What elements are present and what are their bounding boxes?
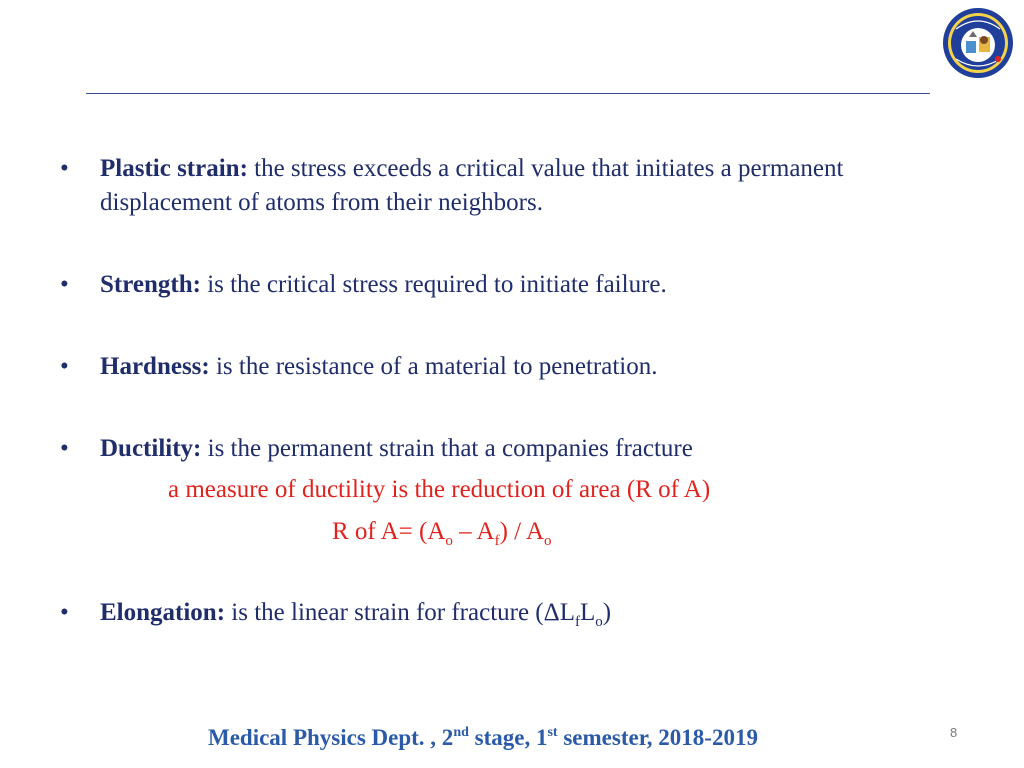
list-item-text	[100, 152, 960, 220]
list-item-text	[100, 350, 960, 384]
definition-text: is the critical stress required to initiate failure.	[200, 271, 667, 298]
formula-subscript: o	[544, 533, 552, 549]
bullet-icon: •	[60, 599, 69, 626]
bullet-icon: •	[60, 435, 69, 462]
list-item-text	[100, 432, 960, 466]
term-label: Strength:	[100, 271, 201, 298]
list-item-text	[100, 596, 960, 630]
subscript: o	[595, 614, 603, 630]
footer-superscript: nd	[453, 725, 469, 740]
page-number: 8	[950, 725, 958, 740]
definition-text: the stress exceeds a critical value that initiates a permanent displacement of atoms from their neighbors.	[100, 155, 844, 216]
reduction-of-area-formula	[332, 515, 552, 549]
university-logo	[942, 7, 1014, 79]
footer-text: Medical Physics Dept. , 2	[208, 725, 454, 750]
term-label: Ductility:	[100, 435, 202, 462]
ductility-note: a measure of ductility is the reduction of area (R of A)	[168, 476, 711, 503]
definition-text: is the permanent strain that a companies fracture	[201, 435, 693, 462]
bullet-icon: •	[60, 271, 69, 298]
slide-footer	[208, 725, 848, 751]
definition-text: is the resistance of a material to penetration.	[209, 353, 658, 380]
subscript: f	[574, 614, 580, 630]
term-label: Elongation:	[100, 599, 226, 626]
list-item-text	[100, 268, 960, 302]
bullet-icon: •	[60, 353, 69, 380]
formula-subscript: f	[494, 533, 500, 549]
footer-text: semester, 2018-2019	[557, 725, 758, 750]
bullet-icon: •	[60, 155, 69, 182]
footer-superscript: st	[547, 725, 558, 740]
term-label: Hardness:	[100, 353, 210, 380]
formula-part: – A	[452, 518, 495, 545]
definition-text: )	[602, 599, 612, 626]
footer-text: stage, 1	[468, 725, 548, 750]
formula-part: R of A= (A	[332, 518, 446, 545]
term-label: Plastic strain:	[100, 155, 248, 182]
header-divider	[86, 93, 930, 94]
definition-text: is the linear strain for fracture (ΔL	[225, 599, 575, 626]
formula-part: ) / A	[499, 518, 545, 545]
definition-text: L	[579, 599, 596, 626]
formula-subscript: o	[445, 533, 453, 549]
